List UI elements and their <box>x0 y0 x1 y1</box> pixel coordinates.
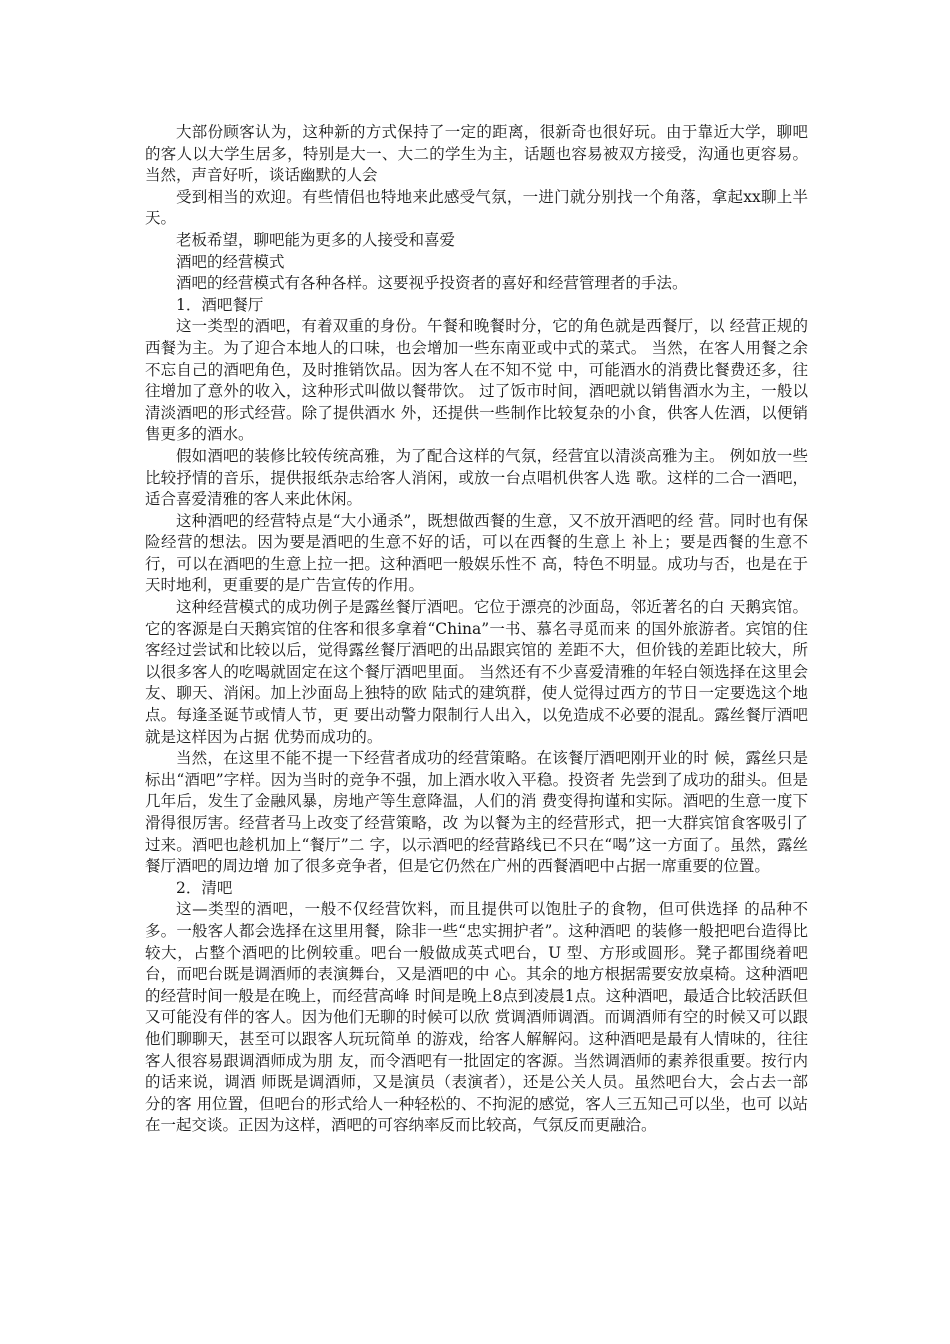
paragraph: 1．酒吧餐厅 <box>176 295 264 314</box>
paragraph: 这—类型的酒吧，一般不仅经营饮料，而且提供可以饱肚子的食物，但可供选择 的品种不多。一般客人都会选择在这里用餐，除非一些“忠实拥护者”。这种酒吧 的装修一般把吧台造得比较大，占整个酒吧的比例较重。吧台一般做成英式吧台，U 型、方形或圆形。凳子都围绕着吧台，而吧台既是调酒师的表演舞台，又是酒吧的中 心。其余的地方根据需要安放桌椅。这种酒吧的经营时间一般是在晚上，而经营高峰 时间是晚上8点到凌晨1点。这种酒吧，最适合比较活跃但又可能没有伴的客人。因为他们无聊的时候可以欣 赏调酒师调酒。而调酒师有空的时候又可以跟他们聊聊天，甚至可以跟客人玩玩简单 的游戏，给客人解解闷。这种酒吧是最有人情味的，往往客人很容易跟调酒师成为朋 友，而令酒吧有一批固定的客源。当然调酒师的素养很重要。按行内的话来说，调酒 师既是调酒师，又是演员（表演者），还是公关人员。虽然吧台大，会占去一部分的客 用位置，但吧台的形式给人一种轻松的、不拘泥的感觉，客人三五知己可以坐，也可 以站在一起交谈。正因为这样，酒吧的可容纳率反而比较高，气氛反而更融洽。 <box>145 900 808 1135</box>
paragraph: 当然，在这里不能不提一下经营者成功的经营策略。在该餐厅酒吧刚开业的时 候，露丝只是标出“酒吧”字样。因为当时的竞争不强，加上酒水收入平稳。投资者 先尝到了成功的甜头。但是几年后，发生了金融风暴，房地产等生意降温，人们的消 费变得拘谨和实际。酒吧的生意一度下滑得很厉害。经营者马上改变了经营策略，改 为以餐为主的经营形式，把一大群宾馆食客吸引了过来。酒吧也趁机加上“餐厅”二 字，以示酒吧的经营路线已不只在“喝”这一方面了。虽然，露丝餐厅酒吧的周边增 加了很多竞争者，但是它仍然在广州的西餐酒吧中占据一席重要的位置。 <box>145 749 808 876</box>
paragraph: 这一类型的酒吧，有着双重的身份。午餐和晚餐时分，它的角色就是西餐厅，以 经营正规的西餐为主。为了迎合本地人的口味，也会增加一些东南亚或中式的菜式。 当然，在客人用餐之余不忘自己的酒吧角色，及时推销饮品。因为客人在不知不觉 中，可能酒水的消费比餐费还多，往往增加了意外的收入，这种形式叫做以餐带饮。 过了饭市时间，酒吧就以销售酒水为主，一般以清淡酒吧的形式经营。除了提供酒水 外，还提供一些制作比较复杂的小食，供客人佐酒，以便销售更多的酒水。 <box>145 317 808 444</box>
paragraph: 这种经营模式的成功例子是露丝餐厅酒吧。它位于漂亮的沙面岛，邻近著名的白 天鹅宾馆。它的客源是白天鹅宾馆的住客和很多拿着“China”一书、慕名寻觅而来 的国外旅游者。宾馆的住客经过尝试和比较以后，觉得露丝餐厅酒吧的出品跟宾馆的 差距不大，但价钱的差距比较大，所以很多客人的吃喝就固定在这个餐厅酒吧里面。 当然还有不少喜爱清雅的年轻白领选择在这里会友、聊天、消闲。加上沙面岛上独特的欧 陆式的建筑群，使人觉得过西方的节日一定要选这个地点。每逢圣诞节或情人节，更 要出动警力限制行人出入，以免造成不必要的混乱。露丝餐厅酒吧就是这样因为占据 优势而成功的。 <box>145 598 808 746</box>
paragraph: 大部份顾客认为，这种新的方式保持了一定的距离，很新奇也很好玩。由于靠近大学，聊吧的客人以大学生居多，特别是大一、大二的学生为主，话题也容易被双方接受，沟通也更容易。当然，声音好听，谈话幽默的人会 <box>145 123 808 185</box>
paragraph: 老板希望，聊吧能为更多的人接受和喜爱 <box>176 230 456 249</box>
paragraph: 受到相当的欢迎。有些情侣也特地来此感受气氛，一进门就分别找一个角落，拿起xx聊上半天。 <box>145 187 808 228</box>
paragraph: 假如酒吧的装修比较传统高雅，为了配合这样的气氛，经营宜以清淡高雅为主。 例如放一些比较抒情的音乐，提供报纸杂志给客人消闲，或放一台点唱机供客人选 歌。这样的二合一酒吧，适合喜爱清雅的客人来此休闲。 <box>145 446 808 509</box>
paragraph: 酒吧的经营模式有各种各样。这要视乎投资者的喜好和经营管理者的手法。 <box>176 274 688 293</box>
paragraph: 这种酒吧的经营特点是“大小通杀”，既想做西餐的生意，又不放开酒吧的经 营。同时也有保险经营的想法。因为要是酒吧的生意不好的话，可以在西餐的生意上 补上；要是西餐的生意不行，可以在酒吧的生意上拉一把。这种酒吧一般娱乐性不 高，特色不明显。成功与否，也是在于天时地利，更重要的是广告宣传的作用。 <box>145 511 808 595</box>
document-body <box>145 122 808 1137</box>
paragraph: 2．清吧 <box>176 878 233 897</box>
paragraph: 酒吧的经营模式 <box>176 252 285 271</box>
